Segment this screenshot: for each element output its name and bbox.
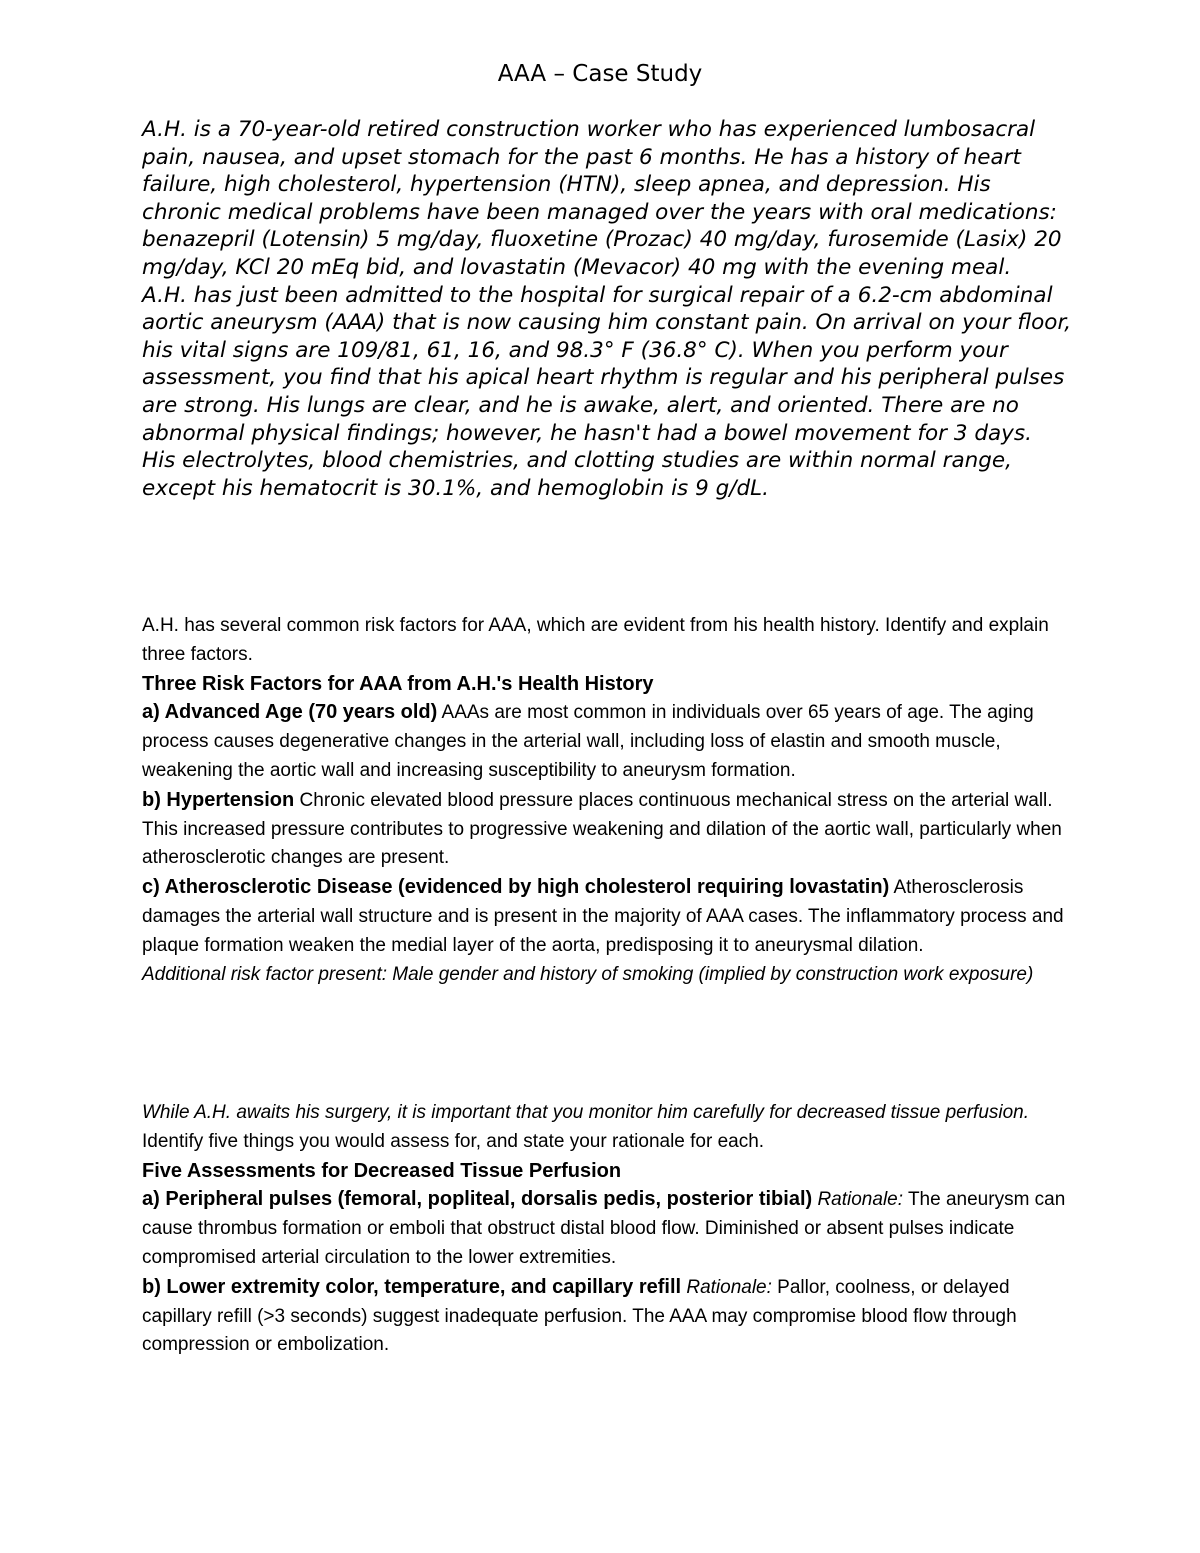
risk-factor-text: Atherosclerosis damages the arterial wall structure and is present in the majority of AAA cases. The inflammatory process and plaque formation weaken the medial layer of the aorta, predisposing it to aneurysmal dilation. xyxy=(142,877,1064,956)
assessment-text: Pallor, coolness, or delayed capillary refill (>3 seconds) suggest inadequate perfusion. The AAA may compromise blood flow through compression or embolization. xyxy=(142,1276,1017,1356)
risk-factors-question: A.H. has several common risk factors for AAA, which are evident from his health history. Identify and explain three factors. xyxy=(142,615,1049,665)
risk-factor-item xyxy=(142,698,1072,785)
assessments-intro: While A.H. awaits his surgery, it is important that you monitor him carefully for decreased tissue perfusion. xyxy=(142,1102,1030,1123)
case-description xyxy=(142,116,1072,502)
rationale-label: Rationale: xyxy=(686,1276,772,1298)
risk-factors-heading: Three Risk Factors for AAA from A.H.'s Health History xyxy=(142,672,654,695)
rationale-label: Rationale: xyxy=(817,1189,904,1211)
assessment-label: b) Lower extremity color, temperature, and capillary refill xyxy=(142,1275,682,1298)
risk-factor-text: AAAs are most common in individuals over 65 years of age. The aging process causes degenerative changes in the arterial wall, including loss of elastin and smooth muscle, weakening the aortic wall and increasing susceptibility to aneurysm formation. xyxy=(142,702,1034,781)
case-paragraph-history: A.H. is a 70-year-old retired construction worker who has experienced lumbosacral pain, nausea, and upset stomach for the past 6 months. He has a history of heart failure, high cholesterol, hypertension (HTN), sleep apnea, and depression. His chronic medical problems have been managed over the years with oral medications: benazepril (Lotensin) 5 mg/day, fluoxetine (Prozac) 40 mg/day, furosemide (Lasix) 20 mg/day, KCl 20 mEq bid, and lovastatin (Mevacor) 40 mg with the evening meal. xyxy=(142,117,1062,280)
assessments-section xyxy=(142,1099,1072,1360)
risk-factor-label: c) Atherosclerotic Disease (evidenced by high cholesterol requiring lovastatin) xyxy=(142,876,890,899)
assessment-item xyxy=(142,1273,1072,1360)
risk-factor-item xyxy=(142,786,1072,873)
case-paragraph-admission: A.H. has just been admitted to the hospital for surgical repair of a 6.2-cm abdominal aortic aneurysm (AAA) that is now causing him constant pain. On arrival on your floor, his vital signs are 109/81, 61, 16, and 98.3° F (36.8° C). When you perform your assessment, you find that his apical heart rhythm is regular and his peripheral pulses are strong. His lungs are clear, and he is awake, alert, and oriented. There are no abnormal physical findings; however, he hasn't had a bowel movement for 3 days. His electrolytes, blood chemistries, and clotting studies are within normal range, except his hematocrit is 30.1%, and hemoglobin is 9 g/dL. xyxy=(142,282,1072,501)
risk-factor-label: b) Hypertension xyxy=(142,788,295,811)
assessments-question: Identify five things you would assess for, and state your rationale for each. xyxy=(142,1130,765,1152)
document-title: AAA – Case Study xyxy=(497,61,703,87)
risk-factors-section xyxy=(142,612,1072,989)
assessment-item xyxy=(142,1185,1072,1272)
additional-risk-note: Additional risk factor present: Male gender and history of smoking (implied by construction work exposure) xyxy=(142,963,1034,985)
risk-factor-item xyxy=(142,873,1072,960)
assessment-text: The aneurysm can cause thrombus formation or emboli that obstruct distal blood flow. Diminished or absent pulses indicate compromised arterial circulation to the lower extremities. xyxy=(142,1189,1066,1268)
assessments-heading: Five Assessments for Decreased Tissue Perfusion xyxy=(142,1159,622,1182)
assessment-label: a) Peripheral pulses (femoral, popliteal, dorsalis pedis, posterior tibial) xyxy=(142,1188,813,1211)
risk-factor-label: a) Advanced Age (70 years old) xyxy=(142,701,438,724)
risk-factor-text: Chronic elevated blood pressure places continuous mechanical stress on the arterial wall. This increased pressure contributes to progressive weakening and dilation of the aortic wall, particularly when atherosclerotic changes are present. xyxy=(142,789,1062,869)
